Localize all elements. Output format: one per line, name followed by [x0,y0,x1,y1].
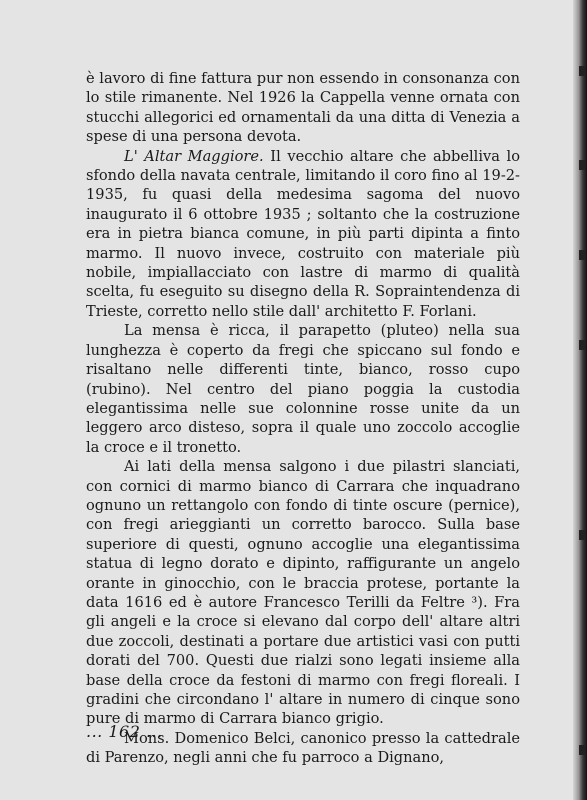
paragraph-1 [86,69,520,147]
paragraph-belci-text: Mons. Domenico Belci, canonico presso la cattedrale di Parenzo, negli anni che fu parroco a Dignano, [86,729,520,767]
page-number: ... 162 ... [86,722,163,741]
paragraph-mensa-text: La mensa è ricca, il parapetto (pluteo) nella sua lunghezza è coperto da fregi che spiccano sul fondo e risaltano nelle differenti tinte, bianco, rosso cupo (rubino). Nel centro del piano poggia la custodia elegantissima nelle sue colonnine rosse unite da un leggero arco disteso, sopra il quale uno zoccolo accoglie la croce e il tronetto. [86,322,520,456]
book-spine-shadow [573,0,587,800]
paragraph-pilastri [86,457,520,729]
section-heading-altar-maggiore: L' Altar Maggiore. [124,147,264,165]
spine-mark [579,530,585,540]
spine-mark [579,66,585,76]
paragraph-altar-text: Il vecchio altare che abbelliva lo sfondo della navata centrale, limitando il coro fino al 19-2-1935, fu quasi della medesima sagoma del nuovo inaugurato il 6 ottobre 1935 ; soltanto che la costruzione era in pietra bianca comune, in più parti dipinta a finto marmo. Il nuovo invece, costruito con materiale più nobile, impiallacciato con lastre di marmo di qualità scelta, fu eseguito su disegno della R. Sopraintendenza di Trieste, corretto nello stile dall' architetto F. Forlani. [86,147,521,320]
spine-mark [579,745,585,755]
paragraph-pilastri-text: Ai lati della mensa salgono i due pilastri slanciati, con cornici di marmo bianco di Carrara che inquadrano ognuno un rettangolo con fondo di tinte oscure (pernice), con fregi arieggianti un corretto barocco. Sulla base superiore di questi, ognuno accoglie una elegantissima statua di legno dorato e dipinto, raffigurante un angelo orante in ginocchio, con le braccia protese, portante la data 1616 ed è autore Francesco Terilli da Feltre ³). Fra gli angeli e la croce si elevano dal corpo dell' altare altri due zoccoli, destinati a portare due artistici vasi con putti dorati del 700. Questi due rialzi sono legati insieme alla base della croce da festoni di marmo con fregi floreali. I gradini che circondano l' altare in numero di cinque sono pure di marmo di Carrara bianco grigio. [86,458,520,728]
paragraph-altar [86,147,520,322]
paragraph-mensa [86,321,520,457]
spine-mark [579,340,585,350]
paragraph-1-text: è lavoro di fine fattura pur non essendo in consonanza con lo stile rimanente. Nel 1926 la Cappella venne ornata con stucchi allegorici ed ornamentali da una ditta di Venezia a spese di una persona devota. [86,70,520,146]
spine-mark [579,250,585,260]
spine-mark [579,160,585,170]
body-text [86,69,520,768]
